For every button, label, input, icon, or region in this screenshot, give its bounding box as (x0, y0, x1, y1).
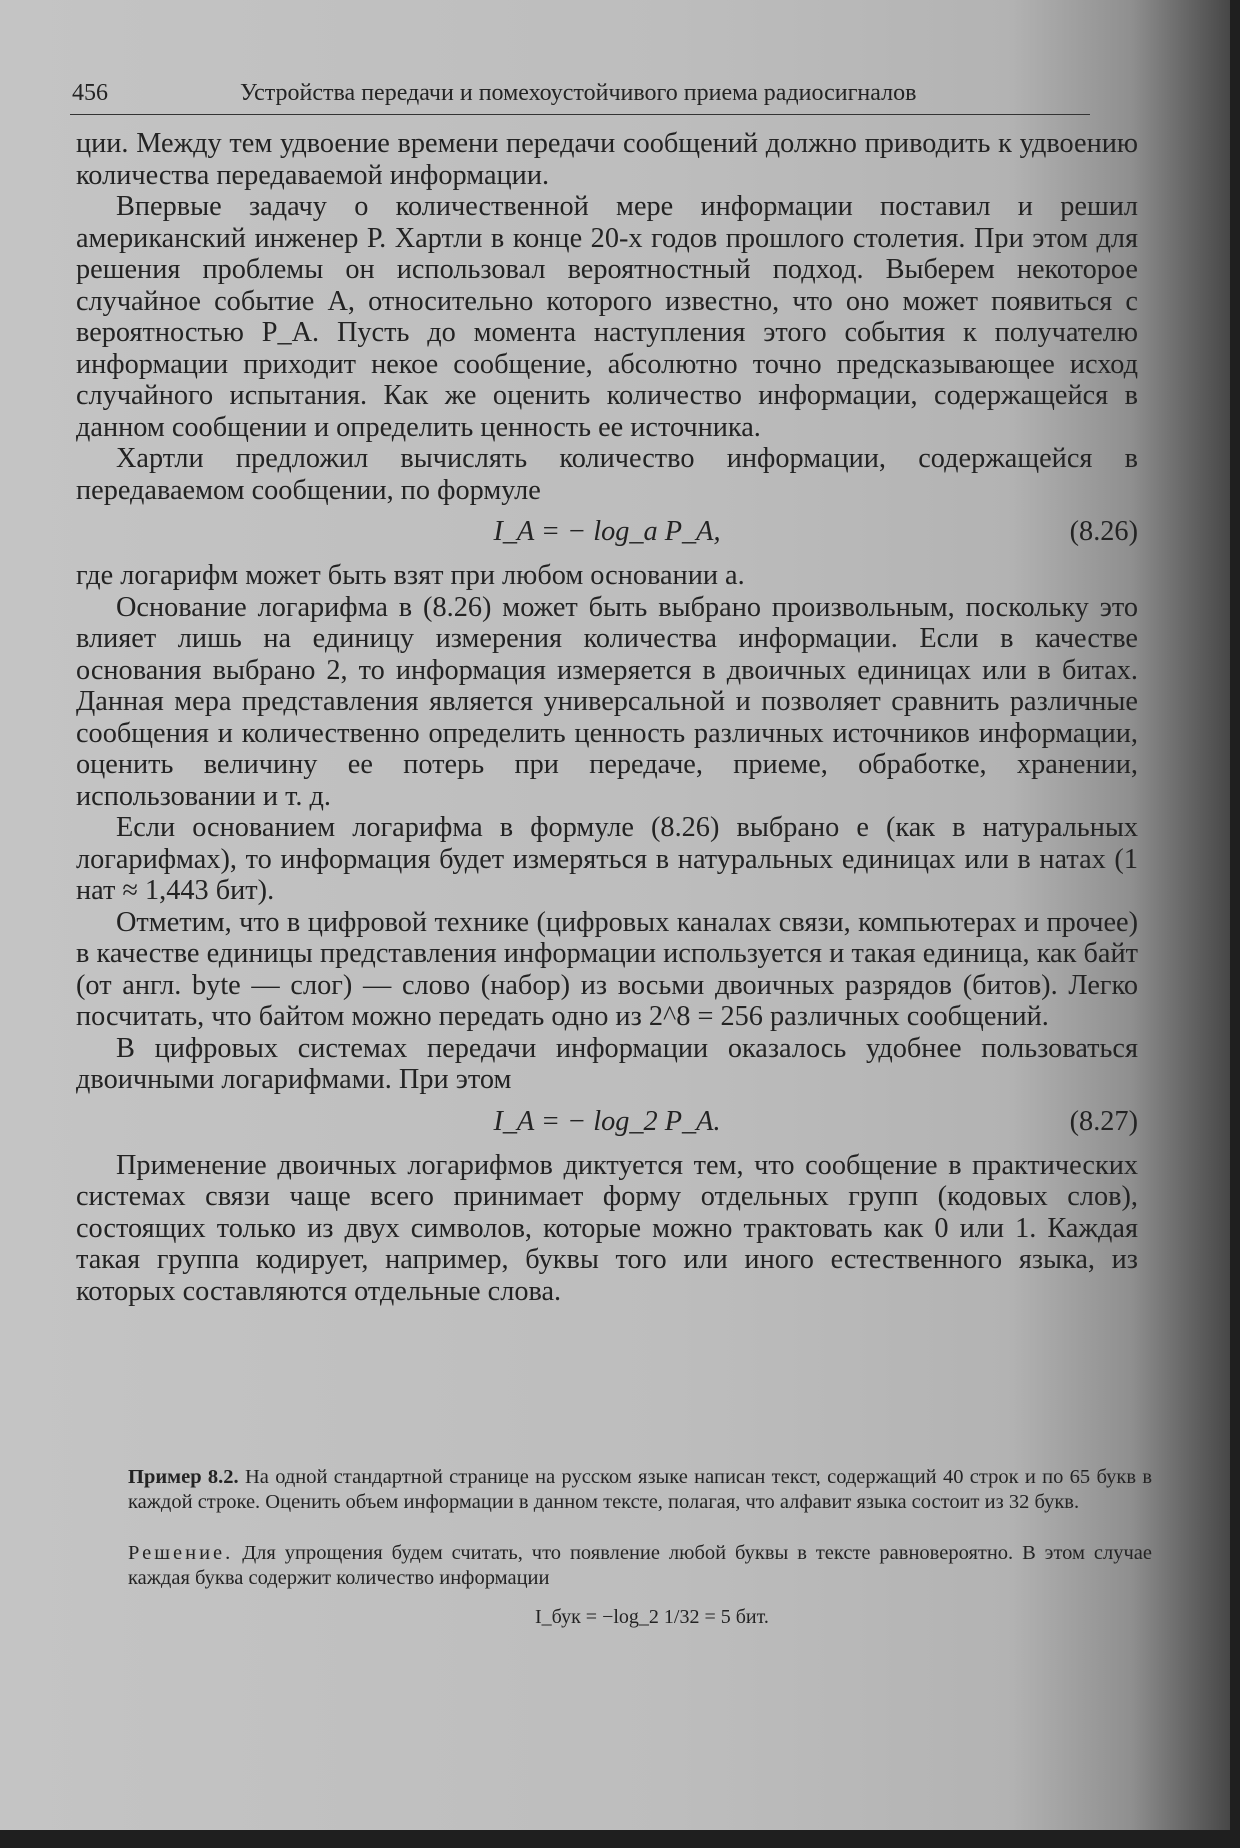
formula-8-27-expression: I_A = − log_2 P_A. (493, 1105, 721, 1137)
formula-8-26 (76, 506, 1138, 560)
running-title: Устройства передачи и помехоустойчивого приема радиосигналов (240, 80, 917, 106)
solution-label: Решение. (128, 1542, 234, 1564)
paragraph-bits: Основание логарифма в (8.26) может быть выбрано произвольным, поскольку это влияет лишь на единицу измерения количества информации. Если в качестве основания выбрано 2, то информация измеряется в двоичных единицах или в битах. Данная мера представления является универсальной и позволяет сравнить различные сообщения и количественно определить ценность различных источников информации, оценить величину ее потерь при передаче, приеме, обработке, хранении, использовании и т. д. (76, 591, 1138, 812)
paragraph-continuation: ции. Между тем удвоение времени передачи сообщений должно приводить к удвоению количества передаваемой информации. (76, 128, 1138, 191)
paragraph-binary-logs: В цифровых системах передачи информации оказалось удобнее пользоваться двоичными логарифмами. При этом (76, 1032, 1138, 1095)
paragraph-bytes: Отметим, что в цифровой технике (цифровых каналах связи, компьютерах и прочее) в качестве единицы представления информации используется и такая единица, как байт (от англ. byte — слог) — слово (набор) из восьми двоичных разрядов (битов). Легко посчитать, что байтом можно передать одно из 2^8 = 256 различных сообщений. (76, 906, 1138, 1032)
formula-8-26-number: (8.26) (1069, 516, 1138, 547)
example-label: Пример 8.2. (128, 1466, 239, 1488)
page-header (70, 74, 1090, 115)
paragraph-hartley-intro: Впервые задачу о количественной мере информации поставил и решил американский инженер Р. Хартли в конце 20-х годов прошлого столетия. При этом для решения проблемы он использовал вероятностный подход. Выберем некоторое случайное событие A, относительно которого известно, что оно может появиться с вероятностью P_A. Пусть до момента наступления этого события к получателю информации приходит некое сообщение, абсолютно точно предсказывающее исход случайного испытания. Как же оценить количество информации, содержащейся в данном сообщении и определить ценность ее источника. (76, 191, 1138, 443)
paragraph-log-base: где логарифм может быть взят при любом основании a. (76, 560, 745, 591)
formula-8-27-number: (8.27) (1069, 1105, 1138, 1137)
solution-text: Для упрощения будем считать, что появление любой буквы в тексте равновероятно. В этом случае каждая буква содержит количество информации (128, 1542, 1153, 1589)
page-number: 456 (72, 80, 108, 106)
paragraph-nats: Если основанием логарифма в формуле (8.26) выбрано e (как в натуральных логарифмах), то информация будет измеряться в натуральных единицах или в натах (1 нат ≈ 1,443 бит). (76, 812, 1138, 906)
formula-8-26-expression: I_A = − log_a P_A, (493, 516, 721, 547)
example-solution (128, 1541, 1152, 1591)
solution-formula-text: I_бук = −log_2 1/32 = 5 бит. (535, 1606, 769, 1628)
paragraph-binary-application: Применение двоичных логарифмов диктуется тем, что сообщение в практических системах связи чаще всего принимает форму отдельных групп (кодовых слов), состоящих только из двух символов, которые можно трактовать как 0 или 1. Каждая такая группа кодирует, например, буквы того или иного естественного языка, из которых составляются отдельные слова. (76, 1149, 1138, 1307)
example-statement (128, 1465, 1152, 1515)
example-text: На одной стандартной странице на русском языке написан текст, содержащий 40 строк и по 65 букв в каждой строке. Оценить объем информации в данном тексте, полагая, что алфавит языка состоит из 32 букв. (128, 1466, 1152, 1513)
solution-formula (535, 1606, 835, 1676)
body-text (76, 128, 1138, 1307)
formula-8-27 (76, 1096, 1138, 1150)
paragraph-hartley-formula-intro: Хартли предложил вычислять количество информации, содержащейся в передаваемом сообщении, по формуле (76, 443, 1138, 506)
example-8-2 (128, 1465, 1152, 1591)
